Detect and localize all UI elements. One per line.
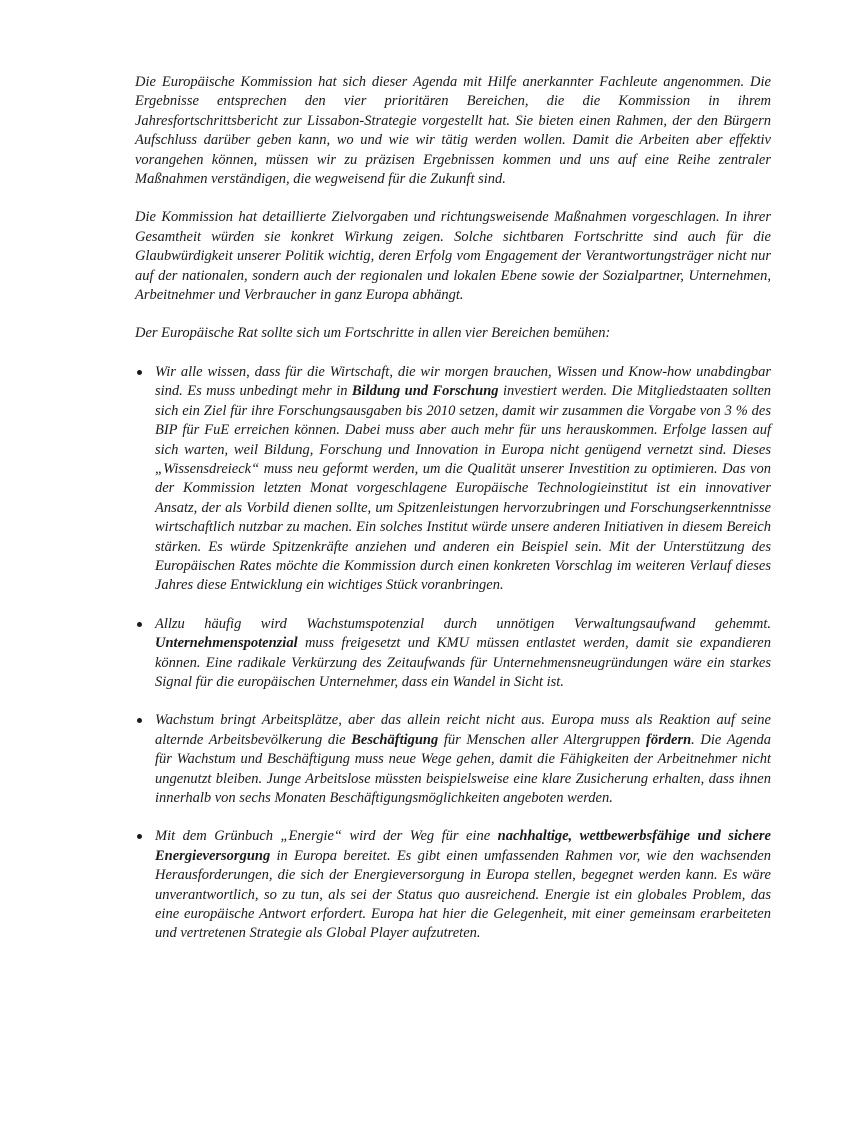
paragraph-agenda: Die Europäische Kommission hat sich dieser Agenda mit Hilfe anerkannter Fachleute angenommen. Die Ergebnisse entsprechen den vier prioritären Bereichen, die die Kommission in ihrem Jahresfortschrittsbericht zur Lissabon-Strategie vorgestellt hat. Sie bieten einen Rahmen, der den Bürgern Aufschluss darüber geben kann, wo und wie wir tätig werden wollen. Damit die Arbeiten aber effektiv vorangehen können, müssen wir zu präzisen Ergebnissen kommen und uns auf eine Reihe zentraler Maßnahmen verständigen, die wegweisend für die Zukunft sind. xyxy=(135,74,771,188)
list-item-education-research xyxy=(135,363,771,596)
emphasis-text: nachhaltige, wettbewerbsfähige und sichere Energieversorgung xyxy=(155,828,771,864)
list-item-business-potential xyxy=(135,615,771,693)
list-item-employment xyxy=(135,711,771,808)
emphasis-text: Bildung und Forschung xyxy=(351,383,499,400)
bullet-dot-icon xyxy=(137,622,142,627)
emphasis-text: fördern xyxy=(646,731,692,748)
paragraph-commission-targets: Die Kommission hat detaillierte Zielvorgaben und richtungsweisende Maßnahmen vorgeschlagen. In ihrer Gesamtheit würden sie konkret Wirkung zeigen. Solche sichtbaren Fortschritte sind auch für die Glaubwürdigkeit unserer Politik wichtig, deren Erfolg vom Engagement der Verantwortungsträger nicht nur auf der nationalen, sondern auch der regionalen und lokalen Ebene sowie der Sozialpartner, Unternehmen, Arbeitnehmer und Verbraucher in ganz Europa abhängt. xyxy=(135,209,771,304)
priority-list xyxy=(135,363,771,944)
list-item-text: Mit dem Grünbuch „Energie“ wird der Weg für eine nachhaltige, wettbewerbsfähige und sichere Energieversorgung in Europa bereitet. Es gibt einen umfassenden Rahmen vor, wie den wachsenden Herausforderungen, die sich der Energieversorgung in Europa stellen, begegnet werden kann. Es wäre unverantwortlich, so zu tun, als sei der Status quo ausreichend. Energie ist ein globales Problem, das eine europäische Antwort erfordert. Europa hat hier die Gelegenheit, mit einer gemeinsam erarbeiteten und vertretenen Strategie als Global Player aufzutreten. xyxy=(155,828,771,942)
emphasis-text: Unternehmenspotenzial xyxy=(155,635,298,652)
list-item-text: Wir alle wissen, dass für die Wirtschaft, die wir morgen brauchen, Wissen und Know-how unabdingbar sind. Es muss unbedingt mehr in Bildung und Forschung investiert werden. Die Mitgliedstaaten sollten sich ein Ziel für ihre Forschungsausgaben bis 2010 setzen, damit wir zusammen die Vorgabe von 3 % des BIP für FuE erreichen können. Dabei muss aber auch mehr für uns herauskommen. Erfolge lassen auf sich warten, weil Bildung, Forschung und Innovation in Europa nicht genügend vernetzt sind. Dieses „Wissensdreieck“ muss neu geformt werden, um die Qualität unserer Investition zu optimieren. Das von der Kommission letzten Monat vorgeschlagene Europäische Technologieinstitut ist ein innovativer Ansatz, der als Vorbild dienen sollte, um Spitzenleistungen hervorzubringen und Forschungserkenntnisse wirtschaftlich nutzbar zu machen. Ein solches Institut würde unsere anderen Initiativen in diesem Bereich stärken. Es würde Spitzenkräfte anziehen und anderen ein Beispiel sein. Mit der Unterstützung des Europäischen Rates möchte die Kommission durch einen konkreten Vorschlag im weiteren Verlauf dieses Jahres diese Entwicklung ein wichtiges Stück voranbringen. xyxy=(155,363,771,594)
emphasis-text: Beschäftigung xyxy=(351,731,439,748)
list-item-text: Wachstum bringt Arbeitsplätze, aber das allein reicht nicht aus. Europa muss als Reaktion auf seine alternde Arbeitsbevölkerung die Beschäftigung für Menschen aller Altergruppen fördern. Die Agenda für Wachstum und Beschäftigung muss neue Wege gehen, damit die Fähigkeiten der Arbeitnehmer nicht ungenutzt bleiben. Junge Arbeitslose müssten beispielsweise eine klare Zusicherung erhalten, dass ihnen innerhalb von sechs Monaten Beschäftigungsmöglichkeiten angeboten werden. xyxy=(155,712,772,806)
list-item-energy xyxy=(135,827,771,943)
paragraph-intro: Der Europäische Rat sollte sich um Fortschritte in allen vier Bereichen bemühen: xyxy=(135,325,611,342)
list-item-text: Allzu häufig wird Wachstumspotenzial durch unnötigen Verwaltungsaufwand gehemmt. Unternehmenspotenzial muss freigesetzt und KMU müssen entlastet werden, damit sie expandieren können. Eine radikale Verkürzung des Zeitaufwands für Unternehmensneugründungen wäre ein starkes Signal für die europäischen Unternehmer, dass ein Wandel in Sicht ist. xyxy=(155,615,771,690)
bullet-dot-icon xyxy=(137,370,142,375)
